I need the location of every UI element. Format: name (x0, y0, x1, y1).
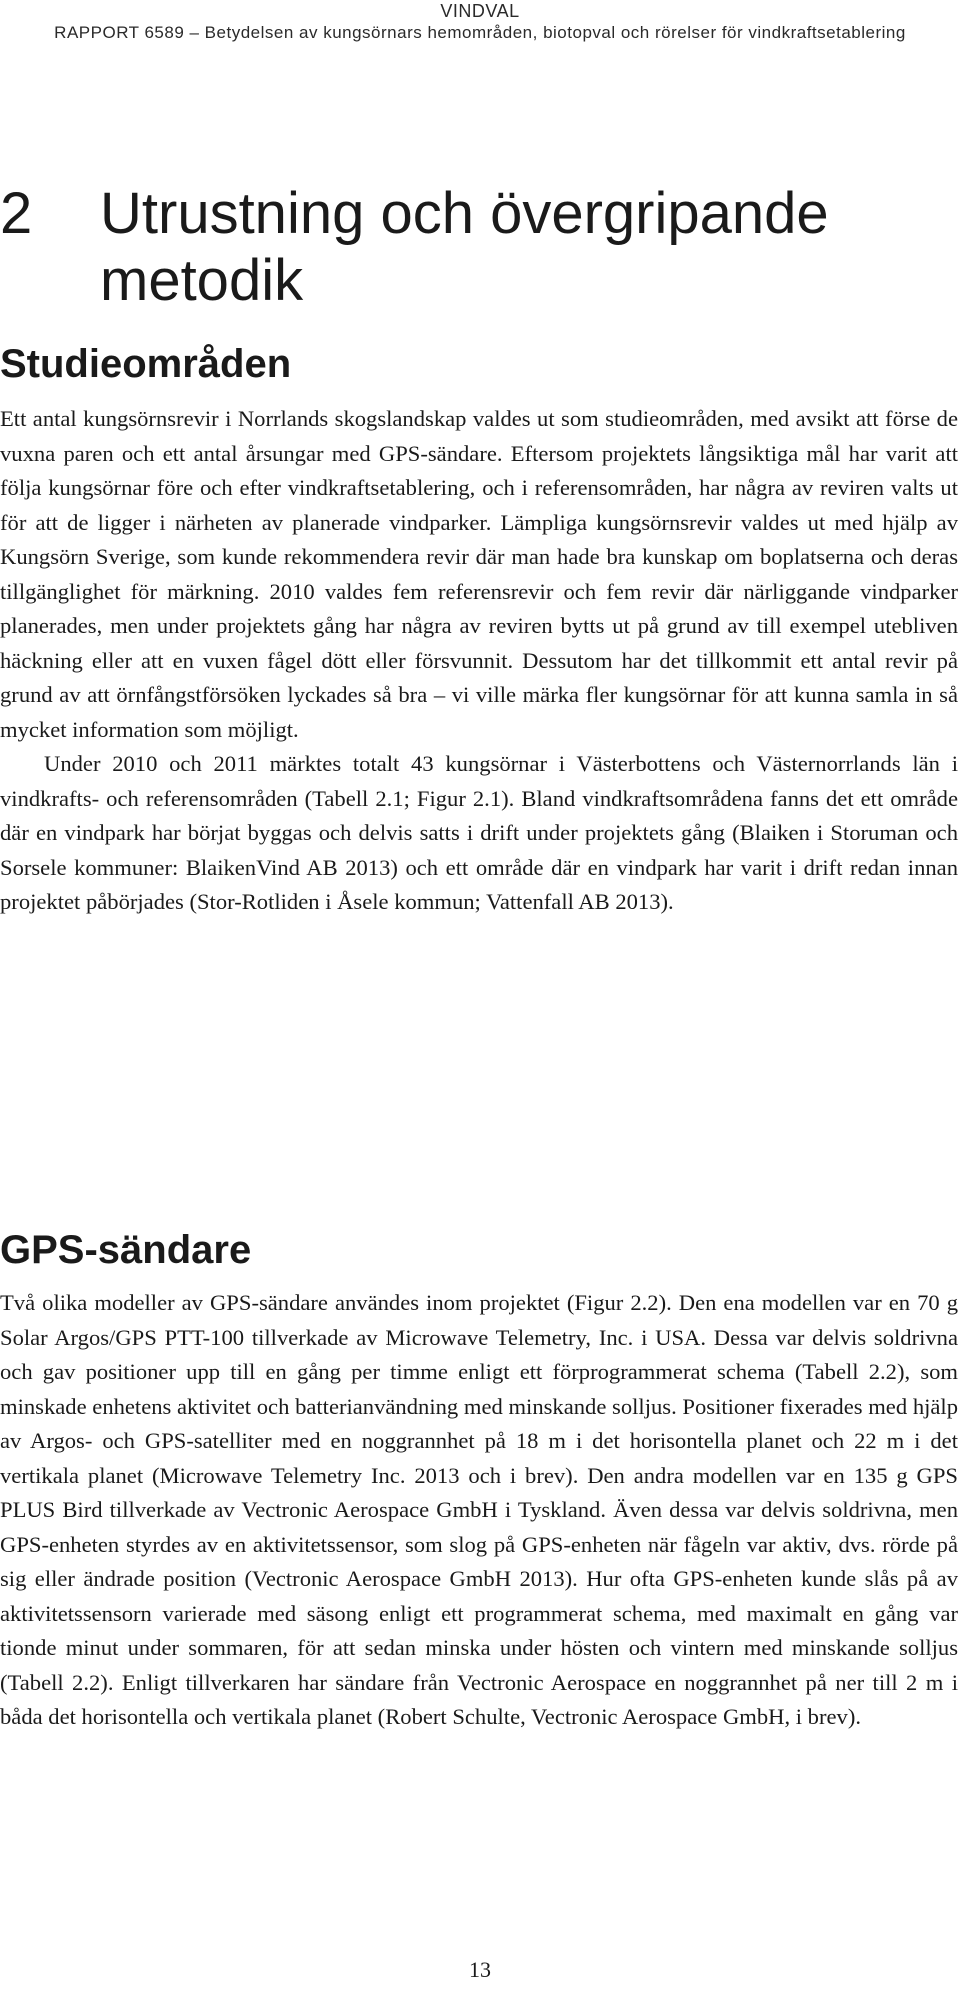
chapter-number: 2 (0, 181, 33, 246)
chapter-title: Utrustning och övergripande metodik (100, 181, 829, 313)
section-body-gps-sandare (0, 1286, 958, 1735)
running-header (0, 0, 960, 44)
report-title: RAPPORT 6589 – Betydelsen av kungsörnars hemområden, biotopval och rörelser för vindkraftsetablering (54, 23, 906, 42)
paragraph: Under 2010 och 2011 märktes totalt 43 kungsörnar i Västerbottens och Västernorrlands län i vindkrafts- och referensområden (Tabell 2.1; Figur 2.1). Bland vindkraftsområdena fanns det ett område där en vindpark har börjat byggas och delvis satts i drift under projektets gång (Blaiken i Storuman och Sorsele kommuner: BlaikenVind AB 2013) och ett område där en vindpark har varit i drift redan innan projektet påbörjades (Stor-Rotliden i Åsele kommun; Vattenfall AB 2013). (0, 751, 958, 914)
section-heading-studieomraden: Studieområden (0, 342, 292, 386)
series-name: VINDVAL (440, 1, 520, 21)
section-body-studieomraden (0, 402, 958, 920)
section-heading-gps-sandare: GPS-sändare (0, 1228, 252, 1272)
page-number: 13 (469, 1957, 491, 1982)
paragraph: Två olika modeller av GPS-sändare användes inom projektet (Figur 2.2). Den ena modellen var en 70 g Solar Argos/GPS PTT-100 tillverkade av Microwave Telemetry, Inc. i USA. Dessa var delvis soldrivna och gav positioner upp till en gång per timme enligt ett förprogrammerat schema (Tabell 2.2), som minskade enhetens aktivitet och batterianvändning med minskande solljus. Positioner fixerades med hjälp av Argos- och GPS-satelliter med en noggrannhet på 18 m i det horisontella planet och 22 m i det vertikala planet (Microwave Telemetry Inc. 2013 och i brev). Den andra modellen var en 135 g GPS PLUS Bird tillverkade av Vectronic Aerospace GmbH i Tyskland. Även dessa var delvis soldrivna, men GPS-enheten styrdes av en aktivitetssensor, som slog på GPS-enheten när fågeln var aktiv, dvs. rörde på sig eller ändrade position (Vectronic Aerospace GmbH 2013). Hur ofta GPS-enheten kunde slås på av aktivitetssensorn varierade med säsong enligt ett programmerat schema, med maximalt en gång var tionde minut under sommaren, för att sedan minska under hösten och vintern med minskande solljus (Tabell 2.2). Enligt tillverkaren har sändare från Vectronic Aerospace en noggrannhet på ner till 2 m i båda det horisontella och vertikala planet (Robert Schulte, Vectronic Aerospace GmbH, i brev). (0, 1290, 958, 1729)
paragraph: Ett antal kungsörnsrevir i Norrlands skogslandskap valdes ut som studieområden, med avsikt att förse de vuxna paren och ett antal årsungar med GPS-sändare. Eftersom projektets långsiktiga mål har varit att följa kungsörnar före och efter vindkraftsetablering, och i referensområden, har några av reviren valts ut för att de ligger i närheten av planerade vindparker. Lämpliga kungsörnsrevir valdes ut med hjälp av Kungsörn Sverige, som kunde rekommendera revir där man hade bra kunskap om boplatserna och deras tillgänglighet för märkning. 2010 valdes fem referensrevir och fem revir där närliggande vindparker planerades, men under projektets gång har några av reviren bytts ut på grund av till exempel utebliven häckning eller att en vuxen fågel dött eller försvunnit. Dessutom har det tillkommit ett antal revir på grund av att örnfångstförsöken lyckades så bra – vi ville märka fler kungsörnar för att kunna samla in så mycket information som möjligt. (0, 406, 958, 742)
